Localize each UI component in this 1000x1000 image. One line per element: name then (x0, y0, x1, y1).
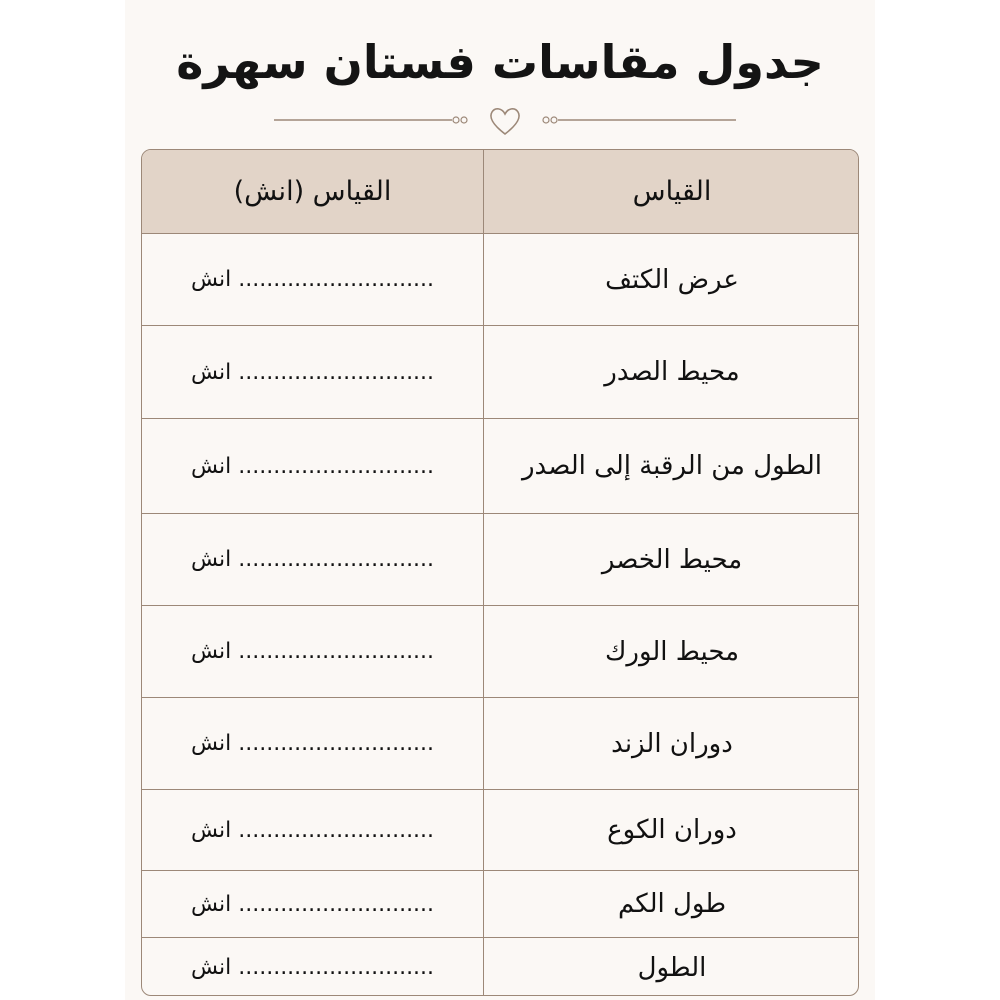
header-measurement: القياس (632, 176, 712, 207)
row-value-field[interactable]: ............................ انش (142, 234, 484, 325)
table-row (142, 790, 858, 871)
row-value-field[interactable]: ............................ انش (142, 606, 484, 697)
row-label: عرض الكتف (605, 264, 739, 295)
row-label: طول الكم (617, 889, 727, 919)
row-value-field[interactable]: ............................ انش (142, 698, 484, 789)
row-label: محيط الخصر (601, 544, 743, 575)
header-measurement-inches: القياس (انش) (142, 150, 484, 233)
table-row (142, 606, 858, 698)
table-header-row (142, 150, 858, 234)
table-row (142, 234, 858, 326)
row-label: الطول (637, 952, 707, 983)
row-value-field[interactable]: ............................ انش (142, 871, 484, 937)
table-row (142, 419, 858, 514)
table-row (142, 514, 858, 606)
row-label: محيط الصدر (604, 357, 740, 387)
table-row (142, 698, 858, 790)
row-label: الطول من الرقبة إلى الصدر (522, 451, 822, 481)
row-value-field[interactable]: ............................ انش (142, 790, 484, 870)
row-value-field[interactable]: ............................ انش (142, 938, 484, 996)
row-value-field[interactable]: ............................ انش (142, 419, 484, 513)
row-value-field[interactable]: ............................ انش (142, 326, 484, 418)
row-label: دوران الزند (611, 728, 733, 759)
heart-divider-icon (270, 100, 740, 140)
table-row (142, 871, 858, 938)
page-title: جدول مقاسات فستان سهرة (176, 35, 824, 89)
row-label: دوران الكوع (607, 815, 737, 845)
table-row (142, 938, 858, 996)
row-label: محيط الورك (604, 636, 740, 667)
table-row (142, 326, 858, 419)
row-value-field[interactable]: ............................ انش (142, 514, 484, 605)
measurements-table (141, 149, 859, 996)
